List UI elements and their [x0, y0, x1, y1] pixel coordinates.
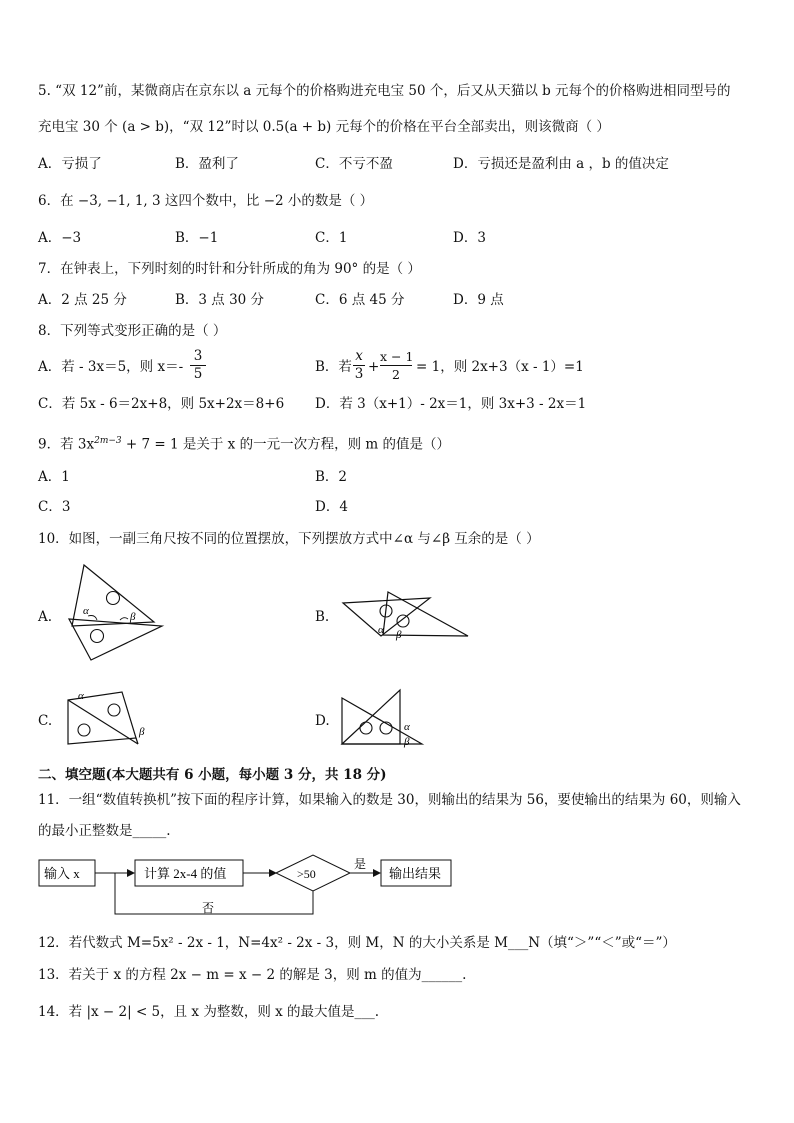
q10-figure-a: [64, 562, 174, 662]
q9-suffix: + 7 = 1 是关于 x 的一元一次方程，则 m 的值是（）: [121, 436, 450, 453]
q9-stem: [38, 432, 450, 454]
fraction-denominator: 2: [380, 365, 412, 383]
q8-option-b-fraction1: [353, 348, 365, 383]
q12-stem: 12．若代数式 M=5x² - 2x - 1，N=4x² - 2x - 3，则 M，N 的大小关系是 M___N（填“＞”“＜”或“＝”）: [38, 935, 676, 951]
q10-label-b: B.: [315, 609, 330, 625]
q9-option-c: C．3: [38, 499, 71, 515]
q5-line2: 充电宝 30 个 (a > b)，“双 12”时以 0.5(a + b) 元每个的价格在平台全部卖出，则该微商（ ）: [38, 119, 610, 135]
q8-option-b-fraction2: [380, 348, 412, 383]
beta-label: β: [130, 611, 136, 623]
q9-option-b: B．2: [315, 469, 348, 485]
beta-label: β: [396, 629, 402, 641]
q10-label-d: D.: [315, 713, 330, 729]
q5-option-b: B．盈利了: [175, 156, 239, 172]
q7-option-b: B．3 点 30 分: [175, 292, 265, 308]
flow-yes-label: 是: [354, 857, 367, 871]
fraction-denominator: 5: [190, 365, 206, 383]
q6-option-a: A．−3: [38, 230, 82, 246]
flow-no-label: 否: [202, 901, 215, 915]
q11-line1: 11．一组“数值转换机”按下面的程序计算，如果输入的数是 30，则输出的结果为 56，要使输出的结果为 60，则输入: [38, 792, 741, 808]
flow-input-box: 输入 x: [44, 866, 80, 881]
q10-stem: 10．如图，一副三角尺按不同的位置摆放，下列摆放方式中∠α 与∠β 互余的是（ ）: [38, 531, 540, 547]
q5-option-a: A．亏损了: [38, 156, 102, 172]
q9-option-d: D．4: [315, 499, 348, 515]
q10-figure-b: [338, 588, 473, 648]
q13-stem: 13．若关于 x 的方程 2x − m = x − 2 的解是 3，则 m 的值为______.: [38, 967, 467, 983]
q7-stem: 7．在钟表上，下列时刻的时针和分针所成的角为 90° 的是（ ）: [38, 261, 421, 277]
alpha-label: α: [78, 690, 84, 702]
q9-option-a: A．1: [38, 469, 70, 485]
q8-option-a: [38, 358, 183, 376]
q6-option-c: C．1: [315, 230, 348, 246]
alpha-label: α: [83, 605, 89, 617]
beta-label: β: [139, 726, 145, 738]
q5-line1: 5. “双 12”前，某微商店在京东以 a 元每个的价格购进充电宝 50 个，后又从天猫以 b 元每个的价格购进相同型号的: [38, 83, 731, 99]
fraction-numerator: x − 1: [380, 349, 414, 364]
q7-option-d: D．9 点: [453, 292, 504, 308]
flow-condition: >50: [297, 867, 316, 881]
flow-calc-box: 计算 2x-4 的值: [144, 866, 227, 881]
flow-output-box: 输出结果: [389, 866, 442, 881]
q9-exponent: 2m−3: [94, 436, 122, 446]
q6-stem: 6．在 −3, −1, 1, 3 这四个数中，比 −2 小的数是（ ）: [38, 193, 374, 209]
fraction-denominator: 3: [354, 366, 364, 382]
q9-prefix: 9．若 3x: [38, 436, 95, 453]
q6-option-d: D．3: [453, 230, 486, 246]
q8-option-b-plus: +: [368, 359, 380, 375]
q7-option-a: A．2 点 25 分: [38, 292, 127, 308]
q14-stem: 14．若 |x − 2| < 5，且 x 为整数，则 x 的最大值是___.: [38, 1004, 380, 1020]
q8-option-a-fraction: [190, 348, 206, 383]
q8-option-b-suffix: = 1，则 2x+3（x - 1）=1: [416, 359, 584, 375]
q8-stem: 8．下列等式变形正确的是（ ）: [38, 323, 227, 339]
beta-label: β: [404, 736, 410, 748]
q8-option-c: C．若 5x - 6＝2x+8，则 5x+2x＝8+6: [38, 396, 285, 412]
q11-flowchart: [38, 852, 458, 920]
q11-line2: 的最小正整数是_____.: [38, 823, 171, 839]
fraction-numerator: 3: [193, 348, 203, 364]
q7-option-c: C．6 点 45 分: [315, 292, 405, 308]
q10-label-a: A.: [38, 609, 53, 625]
fraction-numerator: x: [355, 348, 363, 364]
q5-option-d: D．亏损还是盈利由 a ，b 的值决定: [453, 156, 669, 172]
q6-option-b: B．−1: [175, 230, 219, 246]
q8-option-a-text: A．若 - 3x＝5，则 x＝-: [38, 359, 184, 375]
section-heading-fill-in: 二、填空题(本大题共有 6 小题，每小题 3 分，共 18 分): [38, 767, 387, 783]
q10-figure-d: [338, 686, 433, 748]
alpha-label: α: [378, 624, 384, 636]
q10-figure-c: [64, 686, 154, 748]
alpha-label: α: [404, 721, 410, 733]
q8-option-b-prefix: B．若: [315, 359, 352, 375]
q5-option-c: C．不亏不盈: [315, 156, 393, 172]
q8-option-d: D．若 3（x+1）- 2x＝1，则 3x+3 - 2x＝1: [315, 396, 587, 412]
q10-label-c: C.: [38, 713, 53, 729]
